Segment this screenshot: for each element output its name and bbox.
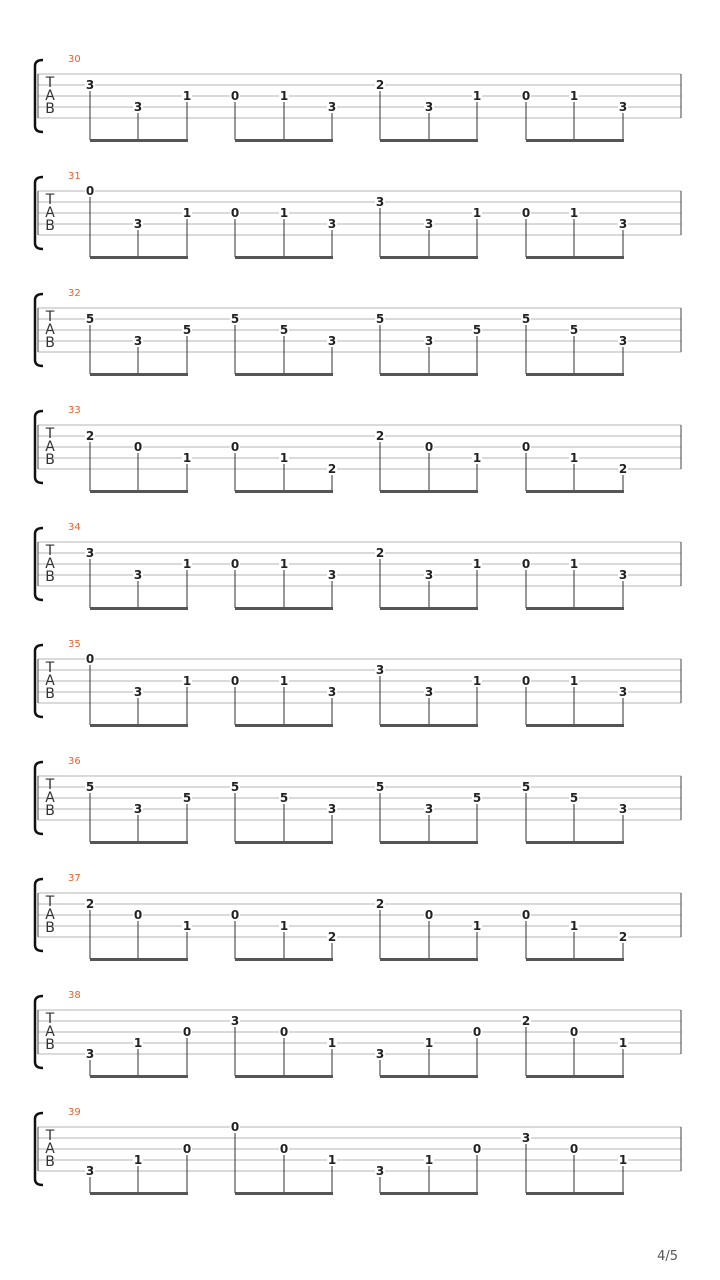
fret-number: 1 [472, 674, 482, 688]
fret-number: 0 [182, 1142, 192, 1156]
note-beam [380, 139, 478, 142]
fret-number: 0 [424, 440, 434, 454]
fret-number: 5 [375, 312, 385, 326]
clef-t: T [45, 660, 55, 676]
fret-number: 5 [569, 791, 579, 805]
fret-number: 1 [279, 674, 289, 688]
note-beam [90, 1192, 188, 1195]
note-beam [90, 139, 188, 142]
clef-a: A [45, 907, 55, 923]
measure-number: 36 [68, 756, 81, 767]
fret-number: 3 [375, 1047, 385, 1061]
fret-number: 1 [279, 557, 289, 571]
fret-number: 0 [230, 674, 240, 688]
fret-number: 3 [327, 685, 337, 699]
fret-number: 0 [230, 908, 240, 922]
fret-number: 5 [279, 791, 289, 805]
note-beam [90, 724, 188, 727]
note-beam [380, 724, 478, 727]
clef-b: B [45, 803, 55, 819]
fret-number: 5 [85, 780, 95, 794]
fret-number: 2 [85, 429, 95, 443]
fret-number: 3 [85, 78, 95, 92]
fret-number: 3 [133, 100, 143, 114]
fret-number: 1 [472, 557, 482, 571]
note-beam [526, 139, 624, 142]
fret-number: 5 [472, 323, 482, 337]
fret-number: 5 [230, 780, 240, 794]
fret-number: 0 [230, 206, 240, 220]
fret-number: 3 [618, 217, 628, 231]
fret-number: 3 [327, 334, 337, 348]
fret-number: 3 [618, 802, 628, 816]
fret-number: 1 [279, 919, 289, 933]
fret-number: 3 [424, 802, 434, 816]
clef-a: A [45, 790, 55, 806]
fret-number: 1 [472, 451, 482, 465]
fret-number: 0 [569, 1025, 579, 1039]
fret-number: 5 [472, 791, 482, 805]
note-beam [380, 256, 478, 259]
fret-number: 1 [569, 674, 579, 688]
note-beam [380, 1075, 478, 1078]
note-beam [526, 490, 624, 493]
clef-t: T [45, 1128, 55, 1144]
measure-number: 32 [68, 288, 81, 299]
fret-number: 0 [85, 652, 95, 666]
clef-b: B [45, 218, 55, 234]
fret-number: 5 [521, 312, 531, 326]
note-beam [526, 1192, 624, 1195]
measure-number: 33 [68, 405, 81, 416]
fret-number: 1 [569, 206, 579, 220]
note-beam [90, 607, 188, 610]
tab-system [35, 1107, 681, 1195]
fret-number: 1 [182, 674, 192, 688]
clef-t: T [45, 75, 55, 91]
fret-number: 3 [327, 568, 337, 582]
fret-number: 3 [424, 100, 434, 114]
note-beam [235, 490, 333, 493]
note-beam [526, 1075, 624, 1078]
fret-number: 3 [327, 100, 337, 114]
fret-number: 0 [472, 1025, 482, 1039]
clef-a: A [45, 673, 55, 689]
fret-number: 1 [182, 89, 192, 103]
clef-t: T [45, 777, 55, 793]
clef-b: B [45, 101, 55, 117]
clef-b: B [45, 686, 55, 702]
fret-number: 2 [375, 546, 385, 560]
fret-number: 3 [327, 217, 337, 231]
fret-number: 1 [279, 206, 289, 220]
fret-number: 1 [472, 919, 482, 933]
fret-number: 1 [569, 557, 579, 571]
fret-number: 1 [472, 89, 482, 103]
tab-system [35, 171, 681, 259]
tab-system [35, 639, 681, 727]
fret-number: 0 [279, 1025, 289, 1039]
fret-number: 2 [327, 462, 337, 476]
fret-number: 3 [618, 334, 628, 348]
note-beam [526, 256, 624, 259]
note-beam [235, 1075, 333, 1078]
fret-number: 1 [279, 89, 289, 103]
clef-t: T [45, 894, 55, 910]
fret-number: 3 [618, 685, 628, 699]
fret-number: 1 [133, 1036, 143, 1050]
fret-number: 1 [182, 919, 192, 933]
note-beam [526, 841, 624, 844]
fret-number: 0 [521, 440, 531, 454]
fret-number: 1 [327, 1036, 337, 1050]
fret-number: 3 [133, 685, 143, 699]
fret-number: 0 [521, 908, 531, 922]
clef-t: T [45, 426, 55, 442]
note-beam [235, 607, 333, 610]
note-beam [235, 256, 333, 259]
note-beam [380, 841, 478, 844]
fret-number: 0 [230, 557, 240, 571]
clef-t: T [45, 192, 55, 208]
clef-b: B [45, 452, 55, 468]
fret-number: 1 [279, 451, 289, 465]
measure-number: 34 [68, 522, 81, 533]
note-beam [235, 1192, 333, 1195]
fret-number: 1 [424, 1153, 434, 1167]
fret-number: 3 [424, 217, 434, 231]
fret-number: 3 [521, 1131, 531, 1145]
tab-system [35, 756, 681, 844]
fret-number: 5 [569, 323, 579, 337]
note-beam [526, 607, 624, 610]
fret-number: 5 [279, 323, 289, 337]
fret-number: 3 [424, 334, 434, 348]
fret-number: 1 [133, 1153, 143, 1167]
clef-a: A [45, 439, 55, 455]
fret-number: 2 [375, 78, 385, 92]
fret-number: 0 [230, 440, 240, 454]
note-beam [380, 1192, 478, 1195]
clef-t: T [45, 309, 55, 325]
note-beam [526, 958, 624, 961]
clef-t: T [45, 1011, 55, 1027]
note-beam [380, 490, 478, 493]
fret-number: 2 [521, 1014, 531, 1028]
fret-number: 0 [569, 1142, 579, 1156]
fret-number: 5 [521, 780, 531, 794]
tab-system [35, 873, 681, 961]
note-beam [235, 139, 333, 142]
fret-number: 1 [569, 919, 579, 933]
fret-number: 1 [618, 1036, 628, 1050]
note-beam [380, 373, 478, 376]
fret-number: 0 [521, 557, 531, 571]
clef-b: B [45, 920, 55, 936]
fret-number: 2 [618, 930, 628, 944]
clef-a: A [45, 1141, 55, 1157]
fret-number: 2 [375, 429, 385, 443]
fret-number: 3 [85, 546, 95, 560]
fret-number: 3 [375, 1164, 385, 1178]
fret-number: 5 [375, 780, 385, 794]
fret-number: 1 [424, 1036, 434, 1050]
fret-number: 3 [133, 568, 143, 582]
measure-number: 31 [68, 171, 81, 182]
measure-number: 35 [68, 639, 81, 650]
fret-number: 0 [521, 674, 531, 688]
clef-t: T [45, 543, 55, 559]
fret-number: 2 [375, 897, 385, 911]
fret-number: 1 [182, 557, 192, 571]
fret-number: 3 [327, 802, 337, 816]
fret-number: 1 [569, 451, 579, 465]
note-beam [380, 607, 478, 610]
fret-number: 3 [375, 663, 385, 677]
fret-number: 2 [85, 897, 95, 911]
note-beam [380, 958, 478, 961]
tab-system [35, 990, 681, 1078]
clef-b: B [45, 1154, 55, 1170]
fret-number: 0 [521, 206, 531, 220]
note-beam [235, 958, 333, 961]
clef-a: A [45, 322, 55, 338]
fret-number: 0 [279, 1142, 289, 1156]
fret-number: 3 [133, 334, 143, 348]
fret-number: 3 [424, 685, 434, 699]
fret-number: 1 [618, 1153, 628, 1167]
fret-number: 0 [230, 1120, 240, 1134]
note-beam [90, 841, 188, 844]
fret-number: 5 [182, 791, 192, 805]
fret-number: 2 [327, 930, 337, 944]
note-beam [235, 373, 333, 376]
note-beam [90, 1075, 188, 1078]
clef-a: A [45, 556, 55, 572]
fret-number: 1 [182, 206, 192, 220]
fret-number: 3 [133, 217, 143, 231]
measure-number: 37 [68, 873, 81, 884]
note-beam [90, 373, 188, 376]
tab-system [35, 54, 681, 142]
fret-number: 1 [327, 1153, 337, 1167]
clef-a: A [45, 88, 55, 104]
tab-system [35, 288, 681, 376]
note-beam [90, 490, 188, 493]
fret-number: 3 [375, 195, 385, 209]
measure-number: 30 [68, 54, 81, 65]
measure-number: 38 [68, 990, 81, 1001]
tab-system [35, 522, 681, 610]
measure-number: 39 [68, 1107, 81, 1118]
note-beam [526, 373, 624, 376]
fret-number: 1 [569, 89, 579, 103]
clef-b: B [45, 335, 55, 351]
fret-number: 3 [85, 1164, 95, 1178]
fret-number: 1 [472, 206, 482, 220]
clef-a: A [45, 1024, 55, 1040]
fret-number: 3 [618, 100, 628, 114]
fret-number: 0 [85, 184, 95, 198]
note-beam [90, 958, 188, 961]
fret-number: 0 [182, 1025, 192, 1039]
tab-system [35, 405, 681, 493]
fret-number: 1 [182, 451, 192, 465]
fret-number: 3 [424, 568, 434, 582]
fret-number: 3 [85, 1047, 95, 1061]
fret-number: 5 [182, 323, 192, 337]
page-number: 4/5 [657, 1249, 678, 1264]
note-beam [235, 724, 333, 727]
fret-number: 0 [230, 89, 240, 103]
fret-number: 0 [133, 440, 143, 454]
note-beam [526, 724, 624, 727]
fret-number: 2 [618, 462, 628, 476]
clef-b: B [45, 569, 55, 585]
fret-number: 0 [424, 908, 434, 922]
fret-number: 5 [230, 312, 240, 326]
clef-a: A [45, 205, 55, 221]
fret-number: 5 [85, 312, 95, 326]
fret-number: 3 [133, 802, 143, 816]
fret-number: 0 [133, 908, 143, 922]
note-beam [235, 841, 333, 844]
fret-number: 0 [472, 1142, 482, 1156]
fret-number: 3 [230, 1014, 240, 1028]
note-beam [90, 256, 188, 259]
clef-b: B [45, 1037, 55, 1053]
fret-number: 0 [521, 89, 531, 103]
fret-number: 3 [618, 568, 628, 582]
